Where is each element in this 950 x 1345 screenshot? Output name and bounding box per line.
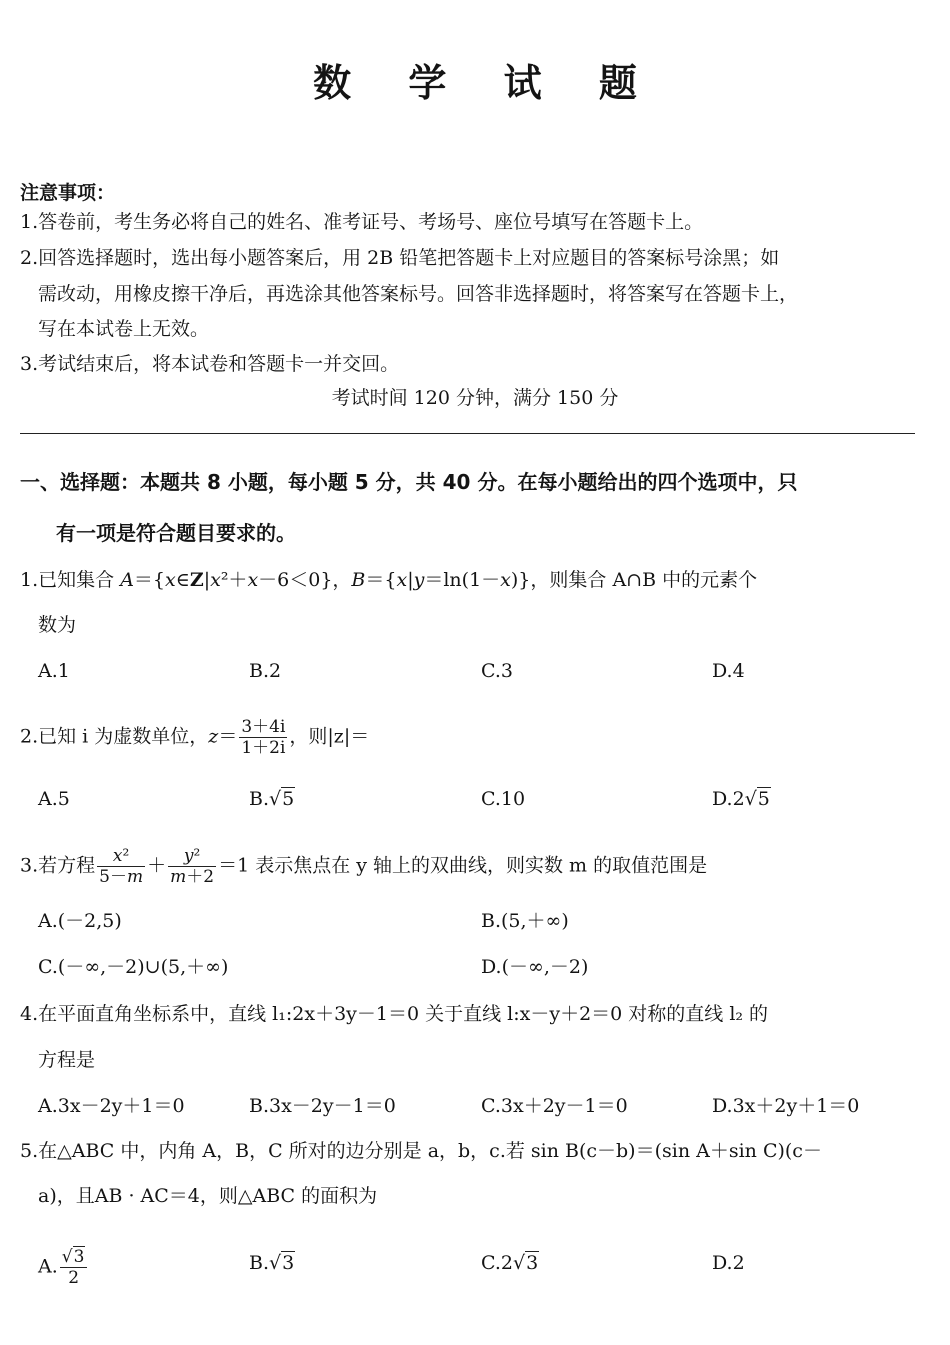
question-4-cont: 方程是 — [38, 1049, 96, 1071]
section-heading-cont: 有一项是符合题目要求的。 — [56, 521, 296, 545]
section-heading: 一、选择题：本题共 8 小题，每小题 5 分，共 40 分。在每小题给出的四个选项中，只 — [20, 470, 798, 494]
q4-option-d: D.3x＋2y＋1＝0 — [712, 1095, 860, 1117]
question-1-cont: 数为 — [38, 614, 77, 636]
sqrt-radicand: 5 — [282, 788, 295, 810]
question-3-fraction-1: $\frac{\text{x²}}{5-m}$ — [99, 846, 144, 887]
page-title: 数 学 试 题 — [313, 61, 659, 105]
question-5-cont: a)，且AB · AC＝4，则△ABC 的面积为 — [38, 1185, 378, 1207]
notice-item-3: 3.考试结束后，将本试卷和答题卡一并交回。 — [20, 353, 400, 375]
question-5: 5.在△ABC 中，内角 A，B，C 所对的边分别是 a，b，c.若 sin B(c－b)＝(sin A＋sin C)(c－ — [20, 1140, 822, 1162]
notice-item-2: 2.回答选择题时，选出每小题答案后，用 2B 铅笔把答题卡上对应题目的答案标号涂黑；如 — [20, 247, 780, 269]
q3-option-a: A.(－2,5) — [38, 910, 122, 932]
notice-item-2-cont: 需改动，用橡皮擦干净后，再选涂其他答案标号。回答非选择题时，将答案写在答题卡上， — [38, 283, 799, 305]
q1-option-a: A.1 — [38, 660, 70, 682]
q4-option-c: C.3x＋2y－1＝0 — [481, 1095, 628, 1117]
question-2-tail: ，则|z|＝ — [289, 725, 370, 748]
question-3-tail: ＝1 表示焦点在 y 轴上的双曲线，则实数 m 的取值范围是 — [218, 854, 708, 877]
fraction-numerator: 3＋4i — [241, 717, 286, 737]
q1-option-b: B.2 — [249, 660, 282, 682]
question-3-label: 3.若方程 — [20, 854, 96, 877]
question-2-label: 2.已知 i 为虚数单位， — [20, 725, 209, 748]
q1-option-c: C.3 — [481, 660, 513, 682]
q4-option-b: B.3x－2y－1＝0 — [249, 1095, 396, 1117]
question-1-sets: A＝{x∈Z|x²＋x－6＜0}，B＝{x|y＝ln(1－x)} — [120, 569, 531, 591]
q3-option-d: D.(－∞,－2) — [481, 956, 589, 978]
question-1-tail: ，则集合 A∩B 中的元素个 — [530, 569, 758, 591]
q3-option-c: C.(－∞,－2)∪(5,＋∞) — [38, 956, 229, 978]
notice-item-2-cont2: 写在本试卷上无效。 — [38, 318, 210, 340]
q4-option-a: A.3x－2y＋1＝0 — [38, 1095, 185, 1117]
exam-time-info: 考试时间 120 分钟，满分 150 分 — [331, 387, 619, 409]
q3-option-b: B.(5,＋∞) — [481, 910, 569, 932]
q2-option-a: A.5 — [38, 788, 70, 810]
q1-option-d: D.4 — [712, 660, 745, 682]
question-1-label: 1.已知集合 — [20, 569, 115, 591]
q2-option-b: B.√5 — [249, 788, 295, 810]
q5-a-fraction: $\frac{√3}{2}$ — [60, 1247, 88, 1288]
fraction-denominator: 1＋2i — [241, 738, 286, 758]
question-4: 4.在平面直角坐标系中，直线 l₁:2x＋3y－1＝0 关于直线 l:x－y＋2＝0 对称的直线 l₂ 的 — [20, 1003, 769, 1025]
q5-option-a: A. $\frac{√3}{2}$ — [38, 1247, 89, 1288]
question-2-fraction — [239, 717, 287, 758]
q2-option-d: D.2√5 — [712, 788, 770, 810]
q5-option-b: B.√3 — [249, 1252, 295, 1274]
q5-option-d: D.2 — [712, 1252, 745, 1274]
q5-option-c: C.2√3 — [481, 1252, 539, 1274]
question-3: 3.若方程 $\frac{\text{x²}}{5-m}$ ＋ $\frac{\text{y²}}{m+2}$ ＝1 表示焦点在 y 轴上的双曲线，则实数 m 的取值范围是 — [20, 846, 708, 887]
sqrt-radicand: 5 — [757, 788, 770, 810]
divider — [20, 433, 915, 434]
question-1 — [20, 565, 757, 595]
q2-option-c: C.10 — [481, 788, 526, 810]
question-3-fraction-2: $\frac{\text{y²}}{m+2}$ — [170, 846, 215, 887]
question-2: 2.已知 i 为虚数单位，z＝ $\frac{3+4i}{1+2i}$ ，则|z|＝ — [20, 717, 370, 758]
notice-item-1: 1.答卷前，考生务必将自己的姓名、准考证号、考场号、座位号填写在答题卡上。 — [20, 211, 704, 233]
notice-heading: 注意事项： — [20, 182, 116, 204]
